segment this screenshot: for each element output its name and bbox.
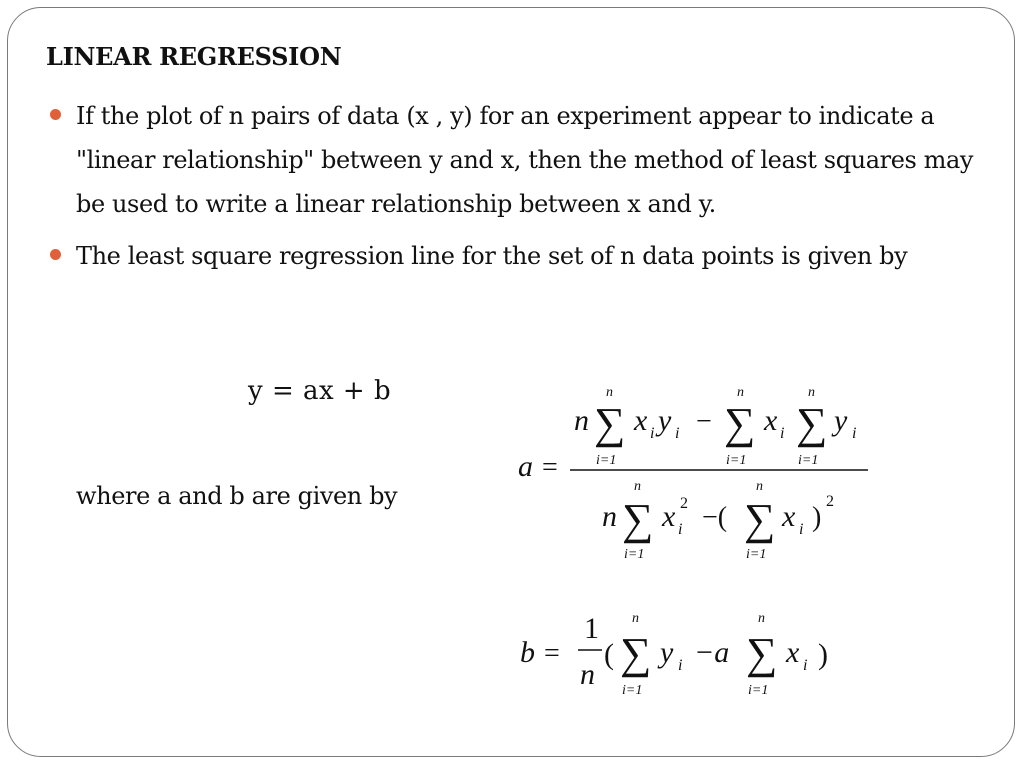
formula-a-lhs: a: [518, 450, 533, 483]
sum-lower: i=1: [622, 683, 643, 698]
sum-lower: i=1: [748, 683, 769, 698]
formula-a-subscript: i: [852, 425, 857, 442]
bullet-text: If the plot of n pairs of data (x , y) for an experiment appear to indicate a "linear relationship" between y and x, then the method of least squares may be used to write a linear relationship between x and y.: [76, 102, 974, 218]
sum-upper: n: [606, 385, 613, 400]
sigma-icon: ∑: [594, 399, 626, 448]
sum-upper: n: [758, 611, 765, 626]
sigma-icon: ∑: [796, 399, 828, 448]
sum-lower: i=1: [746, 547, 767, 562]
sum-lower: i=1: [798, 453, 819, 468]
formula-a-x: x: [764, 404, 778, 437]
regression-equation: y = ax + b: [248, 376, 392, 406]
formula-a-num-n: n: [574, 404, 589, 437]
formula-b-subscript: i: [678, 657, 683, 674]
formula-b-equals: =: [544, 638, 560, 669]
formula-b-close: ): [818, 638, 828, 671]
bullet-list: [46, 94, 976, 286]
formula-a-subscript: i: [675, 425, 680, 442]
sum-lower: i=1: [596, 453, 617, 468]
sigma-icon: ∑: [746, 629, 778, 678]
formula-b-one: 1: [584, 612, 599, 645]
formula-a-y: y: [834, 404, 848, 437]
bullet-text: The least square regression line for the set of n data points is given by: [76, 242, 908, 270]
sigma-icon: ∑: [744, 495, 776, 544]
formula-a-superscript: 2: [826, 493, 834, 510]
bullet-item-regression-line: [46, 234, 976, 278]
sum-upper: n: [737, 385, 744, 400]
formula-a-subscript: i: [650, 425, 655, 442]
sum-upper: n: [808, 385, 815, 400]
where-text: where a and b are given by: [76, 482, 398, 510]
formula-b-subscript: i: [803, 657, 808, 674]
formula-a-den-minus: −(: [702, 502, 728, 533]
sum-lower: i=1: [624, 547, 645, 562]
formula-b-n: n: [580, 658, 595, 691]
formula-a-x: x: [662, 500, 676, 533]
formula-a-num-minus: −: [696, 406, 712, 437]
bullet-item-linear-relationship: [46, 94, 976, 226]
sum-upper: n: [756, 479, 763, 494]
formula-a-den-close: ): [812, 502, 822, 533]
sum-upper: n: [634, 479, 641, 494]
sigma-icon: ∑: [620, 629, 652, 678]
formula-b-x: x: [786, 636, 800, 669]
formula-a-subscript: i: [799, 521, 804, 538]
sigma-icon: ∑: [724, 399, 756, 448]
formula-b-open: (: [604, 638, 614, 671]
formula-a-x: x: [782, 500, 796, 533]
formula-a-equals: =: [542, 452, 558, 483]
sum-upper: n: [632, 611, 639, 626]
sigma-icon: ∑: [622, 495, 654, 544]
formula-b-lhs: b: [520, 636, 535, 669]
formula-a-subscript: i: [678, 521, 683, 538]
slide-title: LINEAR REGRESSION: [46, 42, 342, 71]
formula-a-y: y: [658, 404, 672, 437]
formula-a-x: x: [634, 404, 648, 437]
formula-b: [516, 604, 856, 704]
bullet-dot-icon: [50, 109, 61, 120]
formula-a-subscript: i: [780, 425, 785, 442]
bullet-dot-icon: [50, 249, 61, 260]
sum-lower: i=1: [726, 453, 747, 468]
formula-a-superscript: 2: [680, 495, 688, 512]
formula-a: [512, 378, 882, 568]
formula-b-y: y: [660, 636, 674, 669]
formula-b-minus-a: −a: [694, 636, 730, 669]
formula-a-den-n: n: [602, 500, 617, 533]
